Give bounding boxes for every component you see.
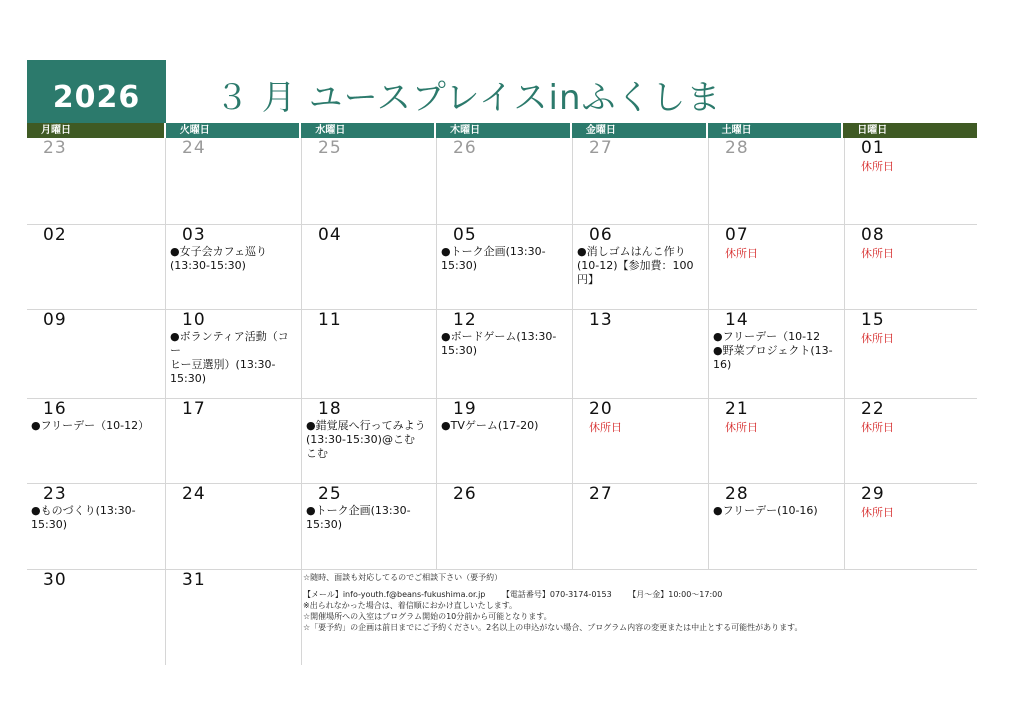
day-cell — [166, 138, 302, 225]
day-number: 01 — [861, 138, 885, 158]
day-cell — [302, 225, 437, 310]
calendar-title: ３ 月 ユースプレイスinふくしま — [215, 78, 722, 118]
day-number: 08 — [861, 225, 885, 245]
day-number: 04 — [318, 225, 342, 245]
day-cell — [302, 138, 437, 225]
day-cell — [573, 225, 709, 310]
day-cell — [302, 399, 437, 484]
day-cell — [845, 399, 977, 484]
event-text: 15:30) — [441, 259, 477, 272]
day-number: 29 — [861, 484, 885, 504]
day-cell — [709, 225, 845, 310]
event-text: ●TVゲーム(17-20) — [441, 419, 539, 432]
day-number: 27 — [589, 138, 613, 158]
day-number: 21 — [725, 399, 749, 419]
event-text: 円】 — [577, 273, 599, 286]
day-number: 15 — [861, 310, 885, 330]
day-number: 23 — [43, 484, 67, 504]
weekday-header-cell: 水曜日 — [301, 123, 434, 138]
day-cell — [166, 484, 302, 570]
closed-label: 休所日 — [725, 421, 758, 434]
note-entry: ☆開催場所への入室はプログラム開始の10分前から可能となります。 — [303, 612, 552, 621]
event-text: 15:30) — [170, 372, 206, 385]
day-cell — [437, 225, 573, 310]
closed-label: 休所日 — [861, 421, 894, 434]
day-cell — [573, 138, 709, 225]
contact-line — [303, 589, 973, 600]
closed-label: 休所日 — [861, 160, 894, 173]
event-list — [441, 245, 568, 273]
day-number: 06 — [589, 225, 613, 245]
day-number: 18 — [318, 399, 342, 419]
contact-hours: 【月～金】10:00～17:00 — [628, 590, 723, 599]
day-number: 17 — [182, 399, 206, 419]
event-list — [441, 419, 568, 433]
weekday-header-cell: 土曜日 — [708, 123, 842, 138]
closed-label: 休所日 — [589, 421, 622, 434]
note-reservation: ☆「要予約」の企画は前日までにご予約ください。2名以上の申込がない場合、プログラム内容の変更または中止とする可能性があります。 — [303, 623, 803, 632]
day-cell — [709, 484, 845, 570]
event-text: (10-12)【参加費：100 — [577, 259, 694, 272]
event-list — [306, 504, 432, 532]
event-text: ●フリーデー（10-12 — [713, 330, 821, 343]
day-number: 20 — [589, 399, 613, 419]
event-text: ●フリーデー（10-12） — [31, 419, 150, 432]
event-text: 15:30) — [31, 518, 67, 531]
event-text: ●トーク企画(13:30- — [441, 245, 546, 258]
event-text: こむ — [306, 447, 328, 460]
day-cell — [166, 225, 302, 310]
day-number: 10 — [182, 310, 206, 330]
day-number: 27 — [589, 484, 613, 504]
event-text: ヒー豆選別）(13:30- — [170, 358, 276, 371]
day-cell — [437, 399, 573, 484]
event-text: ●ボードゲーム(13:30- — [441, 330, 557, 343]
closed-label: 休所日 — [861, 332, 894, 345]
weekday-header — [27, 123, 977, 138]
day-cell — [845, 484, 977, 570]
event-text: ●ボランティア活動（コー — [170, 330, 289, 357]
day-number: 02 — [43, 225, 67, 245]
day-cell — [27, 310, 166, 399]
day-cell — [27, 225, 166, 310]
event-text: (13:30-15:30)@こむ — [306, 433, 415, 446]
contact-phone: 【電話番号】070-3174-0153 — [501, 590, 612, 599]
day-number: 28 — [725, 484, 749, 504]
day-number: 12 — [453, 310, 477, 330]
event-list — [31, 419, 161, 433]
day-cell — [845, 310, 977, 399]
event-text: ●フリーデー(10-16) — [713, 504, 818, 517]
event-text: 15:30) — [441, 344, 477, 357]
event-list — [441, 330, 568, 358]
day-number: 30 — [43, 570, 67, 590]
day-cell — [27, 399, 166, 484]
day-cell — [845, 138, 977, 225]
note-consultation: ☆随時、面談も対応してるのでご相談下さい（要予約） — [303, 573, 503, 582]
day-number: 14 — [725, 310, 749, 330]
event-list — [713, 330, 840, 372]
event-text: 16) — [713, 358, 732, 371]
day-number: 09 — [43, 310, 67, 330]
event-list — [713, 504, 840, 518]
day-cell — [302, 484, 437, 570]
day-number: 24 — [182, 484, 206, 504]
notes-section — [303, 572, 973, 633]
event-list — [31, 504, 161, 532]
day-number: 31 — [182, 570, 206, 590]
day-number: 25 — [318, 484, 342, 504]
day-cell — [709, 399, 845, 484]
day-number: 22 — [861, 399, 885, 419]
day-number: 26 — [453, 484, 477, 504]
event-text: ●女子会カフェ巡り — [170, 245, 268, 258]
contact-mail: 【メール】info-youth.f@beans-fukushima.or.jp — [303, 590, 486, 599]
weekday-header-cell: 日曜日 — [843, 123, 977, 138]
day-cell — [573, 399, 709, 484]
weekday-header-cell: 月曜日 — [27, 123, 164, 138]
day-number: 13 — [589, 310, 613, 330]
event-list — [577, 245, 704, 287]
day-cell — [302, 310, 437, 399]
day-number: 07 — [725, 225, 749, 245]
day-cell — [166, 570, 302, 665]
closed-label: 休所日 — [861, 247, 894, 260]
day-number: 25 — [318, 138, 342, 158]
day-cell — [845, 225, 977, 310]
day-cell — [27, 570, 166, 665]
event-list — [170, 330, 297, 386]
day-number: 24 — [182, 138, 206, 158]
day-number: 28 — [725, 138, 749, 158]
day-number: 03 — [182, 225, 206, 245]
day-number: 19 — [453, 399, 477, 419]
year-label: 2026 — [27, 60, 166, 123]
weekday-header-cell: 金曜日 — [572, 123, 706, 138]
event-list — [170, 245, 297, 273]
day-cell — [27, 138, 166, 225]
event-text: ●トーク企画(13:30- — [306, 504, 411, 517]
closed-label: 休所日 — [725, 247, 758, 260]
note-callback: ※出られなかった場合は、着信順におかけ直しいたします。 — [303, 601, 518, 610]
closed-label: 休所日 — [861, 506, 894, 519]
event-text: ●消しゴムはんこ作り — [577, 245, 686, 258]
day-number: 05 — [453, 225, 477, 245]
day-cell — [709, 138, 845, 225]
event-list — [306, 419, 432, 461]
day-cell — [573, 310, 709, 399]
day-cell — [166, 310, 302, 399]
event-text: (13:30-15:30) — [170, 259, 246, 272]
day-cell — [166, 399, 302, 484]
day-cell — [437, 310, 573, 399]
day-number: 11 — [318, 310, 342, 330]
day-number: 26 — [453, 138, 477, 158]
day-cell — [573, 484, 709, 570]
event-text: 15:30) — [306, 518, 342, 531]
day-number: 16 — [43, 399, 67, 419]
day-cell — [709, 310, 845, 399]
event-text: ●ものづくり(13:30- — [31, 504, 136, 517]
day-cell — [437, 138, 573, 225]
day-number: 23 — [43, 138, 67, 158]
day-cell — [27, 484, 166, 570]
event-text: ●錯覚展へ行ってみよう — [306, 419, 426, 432]
event-text: ●野菜プロジェクト(13- — [713, 344, 833, 357]
weekday-header-cell: 火曜日 — [166, 123, 300, 138]
weekday-header-cell: 木曜日 — [436, 123, 570, 138]
day-cell — [437, 484, 573, 570]
